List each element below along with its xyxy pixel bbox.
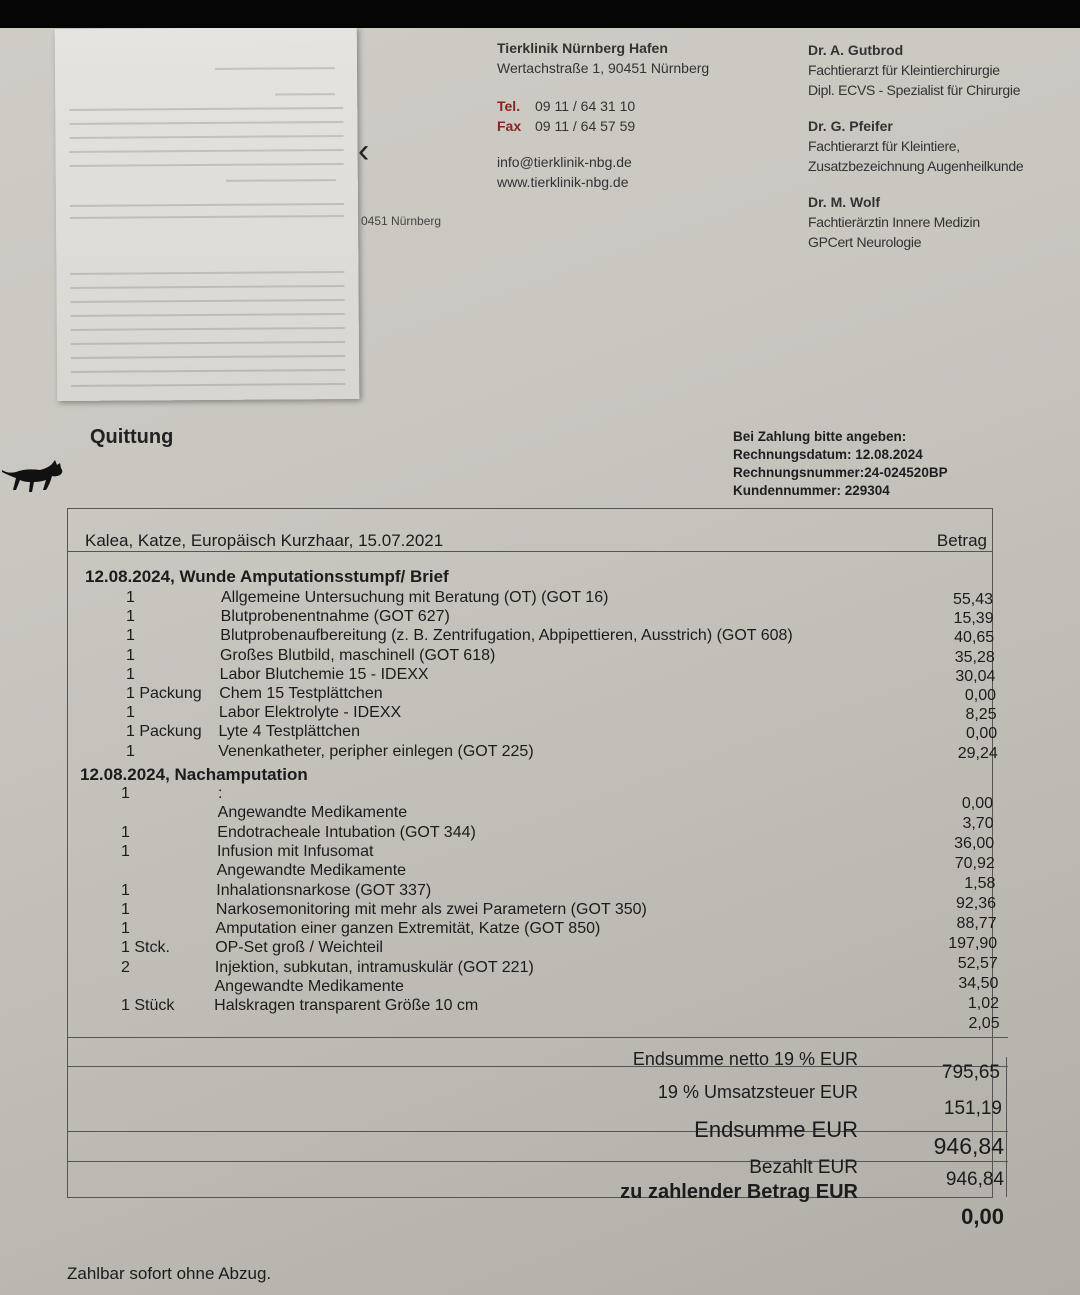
item-description: Allgemeine Untersuchung mit Beratung (OT) (GOT 16) (221, 589, 609, 606)
payment-info (733, 428, 948, 500)
item-description: Infusion mit Infusomat (216, 842, 374, 860)
netto-amount: 795,65 (941, 1062, 1000, 1083)
address-fragment: 0451 Nürnberg (361, 214, 442, 228)
item-description: Blutprobenentnahme (GOT 627) (220, 608, 450, 626)
stapled-receipt (55, 28, 360, 401)
item-quantity: 1 (126, 742, 135, 760)
item-description: Angewandte Medikamente (216, 862, 407, 880)
item-description: Angewandte Medikamente (217, 804, 408, 822)
header-divider (68, 551, 992, 552)
item-description: Labor Elektrolyte - IDEXX (218, 704, 402, 722)
paid-label: Bezahlt EUR (749, 1157, 858, 1178)
item-description: Labor Blutchemie 15 - IDEXX (219, 665, 429, 683)
item-description: Amputation einer ganzen Extremität, Katze (GOT 850) (215, 920, 601, 938)
item-amount: 34,50 (958, 975, 999, 992)
doctor-title: Zusatzbezeichnung Augenheilkunde (808, 158, 1024, 174)
item-amount: 1,58 (964, 875, 996, 892)
item-amount: 0,00 (964, 687, 996, 704)
cat-logo-icon (0, 460, 66, 496)
item-amount: 55,43 (952, 591, 993, 608)
sum-amount: 946,84 (933, 1133, 1004, 1159)
item-description: Angewandte Medikamente (214, 978, 404, 995)
item-quantity: 1 Packung (126, 723, 202, 741)
item-amount: 15,39 (953, 610, 994, 628)
item-description: Blutprobenaufbereitung (z. B. Zentrifugation, Abpipettieren, Ausstrich) (GOT 608) (220, 627, 793, 645)
invoice-date: Rechnungsdatum: 12.08.2024 (733, 447, 923, 462)
item-amount: 52,57 (957, 955, 998, 972)
totals-vertical-line (1006, 1057, 1007, 1197)
item-quantity: 1 (126, 665, 135, 683)
doctor-name: Dr. A. Gutbrod (808, 42, 904, 58)
item-quantity: 1 (126, 704, 135, 722)
item-description: Injektion, subkutan, intramuskulär (GOT 221) (214, 958, 534, 976)
clinic-phone: 09 11 / 64 31 10 (535, 98, 636, 114)
doctor-title: Fachtierärztin Innere Medizin (808, 214, 980, 230)
doctor-title: Dipl. ECVS - Spezialist für Chirurgie (808, 82, 1021, 98)
item-description: Endotracheale Intubation (GOT 344) (217, 823, 476, 841)
item-quantity: 1 (121, 900, 130, 918)
item-amount: 40,65 (954, 629, 995, 647)
item-quantity: 1 Stück (121, 997, 175, 1015)
item-description: Chem 15 Testplättchen (219, 685, 383, 702)
item-description: Venenkatheter, peripher einlegen (GOT 225) (218, 742, 534, 760)
paid-amount: 946,84 (945, 1169, 1004, 1190)
item-description: Narkosemonitoring mit mehr als zwei Parametern (GOT 350) (215, 900, 647, 918)
item-amount: 29,24 (957, 744, 998, 762)
item-amount: 36,00 (954, 835, 995, 852)
item-amount: 92,36 (955, 895, 996, 912)
item-quantity: 1 (121, 823, 130, 841)
item-amount: 2,05 (968, 1015, 1000, 1032)
doctors-list (808, 40, 1023, 252)
item-quantity: 1 (121, 785, 130, 802)
item-quantity: 1 Stck. (121, 939, 170, 957)
tel-label: Tel. (497, 98, 521, 114)
item-amount: 70,92 (954, 855, 995, 872)
payment-info-heading: Bei Zahlung bitte angeben: (733, 429, 907, 444)
clinic-address: Wertachstraße 1, 90451 Nürnberg (497, 60, 710, 76)
payment-terms: Zahlbar sofort ohne Abzug. (67, 1264, 272, 1283)
section-title: 12.08.2024, Nachamputation (80, 765, 308, 784)
doctor-name: Dr. G. Pfeifer (808, 118, 893, 134)
item-quantity: 1 (126, 589, 135, 606)
item-quantity: 1 (121, 920, 130, 938)
item-amount: 1,02 (967, 995, 999, 1012)
totals-divider (68, 1066, 1008, 1067)
item-amount: 3,70 (962, 815, 994, 832)
clinic-header (497, 38, 709, 192)
doctor-title: GPCert Neurologie (808, 234, 922, 250)
item-amount: 35,28 (954, 648, 995, 666)
item-amount: 8,25 (965, 706, 997, 724)
invoice-table (67, 508, 1004, 1198)
logo-fragment: ‹ (358, 132, 370, 170)
netto-label: Endsumme netto 19 % EUR (632, 1049, 858, 1069)
item-quantity: 1 (121, 842, 130, 860)
amount-column-header: Betrag (936, 531, 987, 550)
due-amount: 0,00 (961, 1204, 1004, 1229)
tax-label: 19 % Umsatzsteuer EUR (657, 1082, 858, 1102)
totals-divider (68, 1161, 1008, 1162)
item-description: Lyte 4 Testplättchen (218, 723, 360, 741)
item-quantity: 2 (121, 958, 130, 976)
patient-info: Kalea, Katze, Europäisch Kurzhaar, 15.07.2021 (85, 531, 444, 550)
tax-amount: 151,19 (943, 1098, 1002, 1119)
item-description: Großes Blutbild, maschinell (GOT 618) (219, 646, 496, 664)
item-quantity: 1 (126, 646, 135, 664)
clinic-name: Tierklinik Nürnberg Hafen (497, 40, 668, 56)
totals-divider (68, 1131, 1008, 1132)
invoice-number: Rechnungsnummer:24-024520BP (733, 465, 948, 480)
item-amount: 197,90 (948, 935, 998, 952)
item-description: Inhalationsnarkose (GOT 337) (216, 881, 432, 899)
totals-divider (68, 1037, 1008, 1038)
clinic-fax: 09 11 / 64 57 59 (535, 118, 636, 134)
doctor-name: Dr. M. Wolf (808, 194, 881, 210)
doctor-title: Fachtierarzt für Kleintierchirurgie (808, 62, 1000, 78)
sum-label: Endsumme EUR (694, 1117, 858, 1142)
item-description: Halskragen transparent Größe 10 cm (214, 997, 479, 1015)
item-quantity: 1 Packung (126, 685, 202, 702)
clinic-email: info@tierklinik-nbg.de (497, 154, 632, 170)
item-amount: 88,77 (956, 915, 997, 932)
fax-label: Fax (497, 118, 522, 134)
item-quantity: 1 (126, 608, 135, 626)
item-amount: 0,00 (961, 795, 993, 812)
clinic-website: www.tierklinik-nbg.de (497, 174, 629, 190)
item-amount: 30,04 (955, 667, 996, 685)
invoice-paper (0, 28, 1080, 1295)
document-title: Quittung (90, 426, 174, 448)
item-description: : (218, 785, 223, 802)
customer-number: Kundennummer: 229304 (733, 483, 890, 498)
doctor-title: Fachtierarzt für Kleintiere, (808, 138, 960, 154)
due-label: zu zahlender Betrag EUR (620, 1181, 858, 1203)
item-quantity: 1 (126, 627, 135, 645)
item-amount: 0,00 (966, 725, 998, 743)
item-quantity: 1 (121, 881, 130, 899)
section-title: 12.08.2024, Wunde Amputationsstumpf/ Brief (85, 567, 449, 586)
item-description: OP-Set groß / Weichteil (215, 939, 383, 957)
